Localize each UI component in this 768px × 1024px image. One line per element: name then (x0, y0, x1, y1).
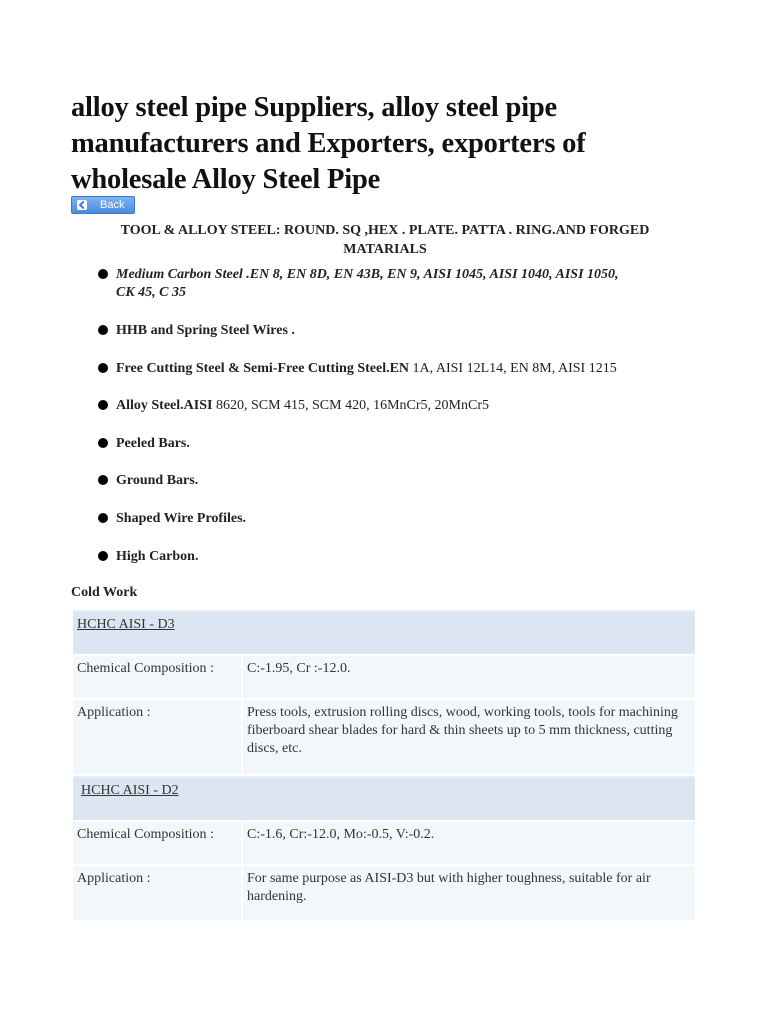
item-text-bold: Shaped Wire Profiles. (116, 511, 247, 526)
item-text-normal: 8620, SCM 415, SCM 420, 16MnCr5, 20MnCr5 (212, 398, 489, 413)
item-text-bold: Peeled Bars. (116, 436, 190, 451)
application-label: Application : (73, 865, 242, 920)
bullet-icon (98, 551, 108, 561)
bullet-icon (98, 475, 108, 485)
table-row (73, 699, 695, 774)
list-item (98, 397, 676, 415)
table-row (73, 821, 695, 865)
item-text-normal: 1A, AISI 12L14, EN 8M, AISI 1215 (409, 361, 617, 376)
section-title-cold-work: Cold Work (71, 585, 138, 600)
table-row (73, 655, 695, 699)
bullet-icon (98, 438, 108, 448)
bullet-icon (98, 269, 108, 279)
list-item (98, 472, 676, 490)
page-title: alloy steel pipe Suppliers, alloy steel pipe manufacturers and Exporters, exporters of wholesale Alloy Steel Pipe (71, 92, 586, 195)
bullet-icon (98, 513, 108, 523)
list-item (98, 266, 636, 302)
composition-value: C:-1.6, Cr:-12.0, Mo:-0.5, V:-0.2. (242, 821, 695, 865)
application-value: Press tools, extrusion rolling discs, wood, working tools, tools for machining fiberboard shear blades for hard & thin sheets up to 5 mm thickness, cutting discs, etc. (242, 699, 695, 774)
grade-header-row (73, 611, 695, 655)
grade-link-d2[interactable]: HCHC AISI - D2 (81, 783, 179, 798)
grade-table-d3 (73, 610, 695, 774)
bullet-icon (98, 325, 108, 335)
list-item (98, 548, 676, 566)
back-button[interactable] (71, 196, 135, 214)
item-text-bold: HHB and Spring Steel Wires . (116, 323, 295, 338)
grade-table-d2 (73, 776, 695, 920)
composition-label: Chemical Composition : (73, 821, 242, 865)
item-text-bold: Ground Bars. (116, 473, 199, 488)
chevron-left-icon (77, 200, 87, 210)
table-row (73, 865, 695, 920)
item-text-bold: High Carbon. (116, 549, 199, 564)
grade-link-d3[interactable]: HCHC AISI - D3 (77, 617, 175, 632)
item-text-bold: Free Cutting Steel & Semi-Free Cutting Steel.EN (116, 361, 410, 376)
back-button-label: Back (100, 199, 125, 211)
grade-header-cell (73, 611, 695, 655)
list-item (98, 322, 676, 340)
application-label: Application : (73, 699, 242, 774)
item-text-bold: Alloy Steel.AISI (116, 398, 213, 413)
grade-header-row (73, 777, 695, 821)
bullet-icon (98, 400, 108, 410)
grade-header-cell (73, 777, 695, 821)
list-item (98, 360, 676, 378)
item-text-italic: Medium Carbon Steel .EN 8, EN 8D, EN 43B, EN 9, AISI 1045, AISI 1040, AISI 1050, CK 45, C 35 (116, 267, 619, 300)
composition-label: Chemical Composition : (73, 655, 242, 699)
list-item (98, 510, 676, 528)
composition-value: C:-1.95, Cr :-12.0. (242, 655, 695, 699)
application-value: For same purpose as AISI-D3 but with higher toughness, suitable for air hardening. (242, 865, 695, 920)
list-item (98, 435, 676, 453)
bullet-icon (98, 363, 108, 373)
product-subtitle: TOOL & ALLOY STEEL: ROUND. SQ ,HEX . PLATE. PATTA . RING.AND FORGED MATARIALS (120, 223, 650, 257)
